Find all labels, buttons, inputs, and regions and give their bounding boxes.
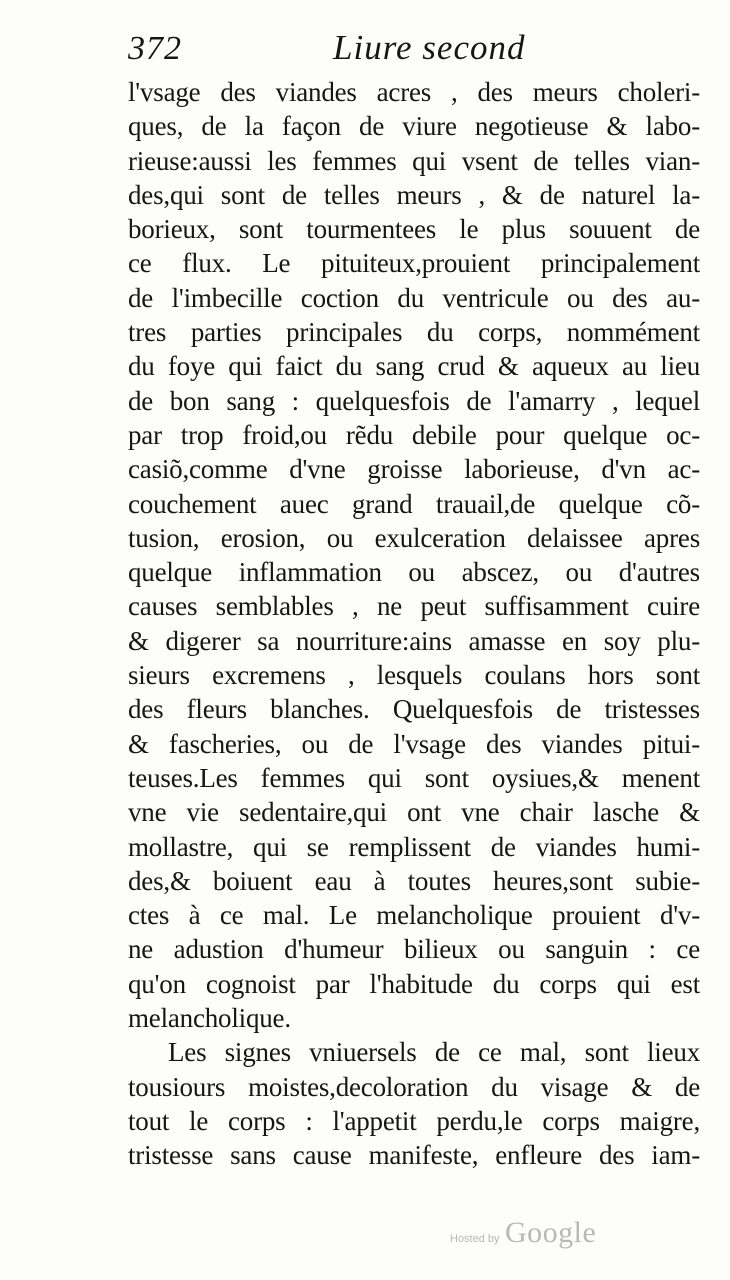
google-logo: Google (505, 1216, 597, 1249)
text-line: ce flux. Le pituiteux,prouient principalement (128, 248, 700, 279)
text-line: & fascheries, ou de l'vsage des viandes pitui- (128, 728, 700, 759)
text-line: de bon sang : quelquesfois de l'amarry , lequel (128, 385, 700, 416)
text-line: tristesse sans cause manifeste, enfleure des iam- (128, 1140, 700, 1171)
text-line: tusion, erosion, ou exulceration delaissee apres (128, 522, 700, 553)
text-line: ctes à ce mal. Le melancholique prouient d'v- (128, 900, 700, 931)
text-line: sieurs excremens , lesquels coulans hors sont (128, 660, 700, 691)
text-line: des fleurs blanches. Quelquesfois de tristesses (128, 694, 700, 725)
page-number: 372 (128, 30, 182, 67)
text-line: vne vie sedentaire,qui ont vne chair lasche & (128, 797, 700, 828)
text-line: teuses.Les femmes qui sont oysiues,& menent (128, 762, 700, 793)
text-line: & digerer sa nourriture:ains amasse en soy plu- (128, 625, 700, 656)
text-line: quelque inflammation ou abscez, ou d'autres (128, 557, 700, 588)
text-line: Les signes vniuersels de ce mal, sont lieux (168, 1037, 700, 1068)
watermark-prefix: Hosted by (450, 1233, 500, 1245)
text-line: melancholique. (128, 1003, 291, 1034)
text-line: des,& boiuent eau à toutes heures,sont subie- (128, 865, 700, 896)
text-line: tousiours moistes,decoloration du visage & de (128, 1071, 700, 1102)
text-line: mollastre, qui se remplissent de viandes humi- (128, 831, 700, 862)
text-line: qu'on cognoist par l'habitude du corps qui est (128, 968, 700, 999)
hosted-by-google-watermark (450, 1216, 610, 1256)
text-line: du foye qui faict du sang crud & aqueux au lieu (128, 351, 700, 382)
text-line: rieuse:aussi les femmes qui vsent de telles vian- (128, 145, 700, 176)
text-line: tres parties principales du corps, nommément (128, 317, 700, 348)
text-line: l'vsage des viandes acres , des meurs choleri- (128, 77, 700, 107)
text-line: ne adustion d'humeur bilieux ou sanguin : ce (128, 934, 700, 965)
text-line: casiõ,comme d'vne groisse laborieuse, d'vn ac- (128, 454, 700, 485)
text-line: couchement auec grand trauail,de quelque cõ- (128, 488, 700, 519)
text-line: des,qui sont de telles meurs , & de naturel la- (128, 179, 700, 210)
text-line: de l'imbecille coction du ventricule ou des au- (128, 282, 700, 313)
text-line: tout le corps : l'appetit perdu,le corps maigre, (128, 1105, 700, 1136)
text-line: causes semblables , ne peut suffisamment cuire (128, 591, 700, 622)
running-title: Liure second (333, 28, 526, 67)
text-line: borieux, sont tourmentees le plus souuent de (128, 214, 700, 245)
text-line: par trop froid,ou rẽdu debile pour quelque oc- (128, 419, 700, 450)
text-line: ques, de la façon de viure negotieuse & labo- (128, 111, 700, 142)
body-text (128, 75, 700, 1173)
page-header (128, 24, 598, 74)
